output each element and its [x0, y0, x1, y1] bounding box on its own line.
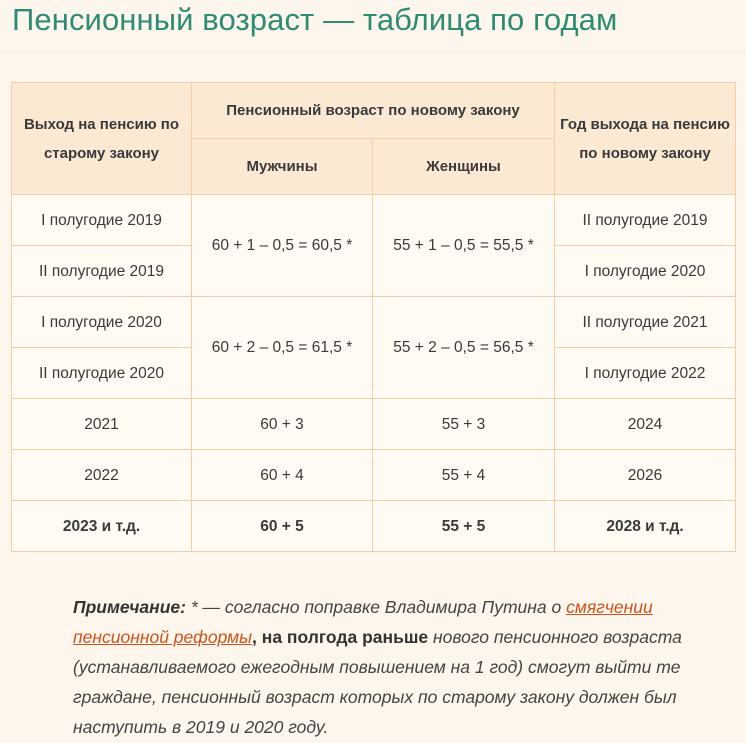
- cell-men: 60 + 5: [192, 501, 373, 552]
- table-row: [12, 450, 736, 501]
- divider: [0, 51, 746, 52]
- header-old-law: Выход на пенсию по старому закону: [12, 83, 192, 195]
- page-title: Пенсионный возраст — таблица по годам: [12, 2, 618, 37]
- header-new-year: Год выхода на пенсию по новому закону: [555, 83, 736, 195]
- cell-men: 60 + 1 – 0,5 = 60,5 *: [192, 195, 373, 297]
- note-text-2: нового пенсионного возраста (устанавливаемого ежегодным повышением на 1 год) смогут выйти те граждане, пенсионный возраст которых по старому закону должен был наступить в 2019 и 2020 году.: [73, 627, 682, 737]
- cell-year: II полугодие 2019: [555, 195, 736, 246]
- cell-women: 55 + 4: [373, 450, 555, 501]
- table-row: [12, 399, 736, 450]
- cell-year: 2024: [555, 399, 736, 450]
- cell-year: 2026: [555, 450, 736, 501]
- footnote: [73, 592, 738, 742]
- header-women: Женщины: [373, 139, 555, 195]
- cell-year: 2028 и т.д.: [555, 501, 736, 552]
- cell-women: 55 + 5: [373, 501, 555, 552]
- note-bold: , на полгода раньше: [252, 627, 429, 647]
- cell-old: 2023 и т.д.: [12, 501, 192, 552]
- note-text-1: * — согласно поправке Владимира Путина о: [185, 597, 567, 617]
- cell-old: I полугодие 2020: [12, 297, 192, 348]
- cell-men: 60 + 4: [192, 450, 373, 501]
- cell-women: 55 + 2 – 0,5 = 56,5 *: [373, 297, 555, 399]
- cell-women: 55 + 1 – 0,5 = 55,5 *: [373, 195, 555, 297]
- cell-year: I полугодие 2020: [555, 246, 736, 297]
- table-row: [12, 195, 736, 246]
- cell-old: 2022: [12, 450, 192, 501]
- cell-men: 60 + 3: [192, 399, 373, 450]
- cell-year: II полугодие 2021: [555, 297, 736, 348]
- cell-old: II полугодие 2019: [12, 246, 192, 297]
- note-label: Примечание:: [73, 597, 186, 617]
- table-row: [12, 297, 736, 348]
- pension-age-table: [11, 82, 736, 552]
- cell-old: I полугодие 2019: [12, 195, 192, 246]
- cell-old: 2021: [12, 399, 192, 450]
- reform-link[interactable]: смягчении пенсионной реформы: [73, 597, 653, 647]
- header-men: Мужчины: [192, 139, 373, 195]
- header-new-law: Пенсионный возраст по новому закону: [192, 83, 555, 139]
- cell-year: I полугодие 2022: [555, 348, 736, 399]
- cell-old: II полугодие 2020: [12, 348, 192, 399]
- cell-men: 60 + 2 – 0,5 = 61,5 *: [192, 297, 373, 399]
- cell-women: 55 + 3: [373, 399, 555, 450]
- table-row: [12, 501, 736, 552]
